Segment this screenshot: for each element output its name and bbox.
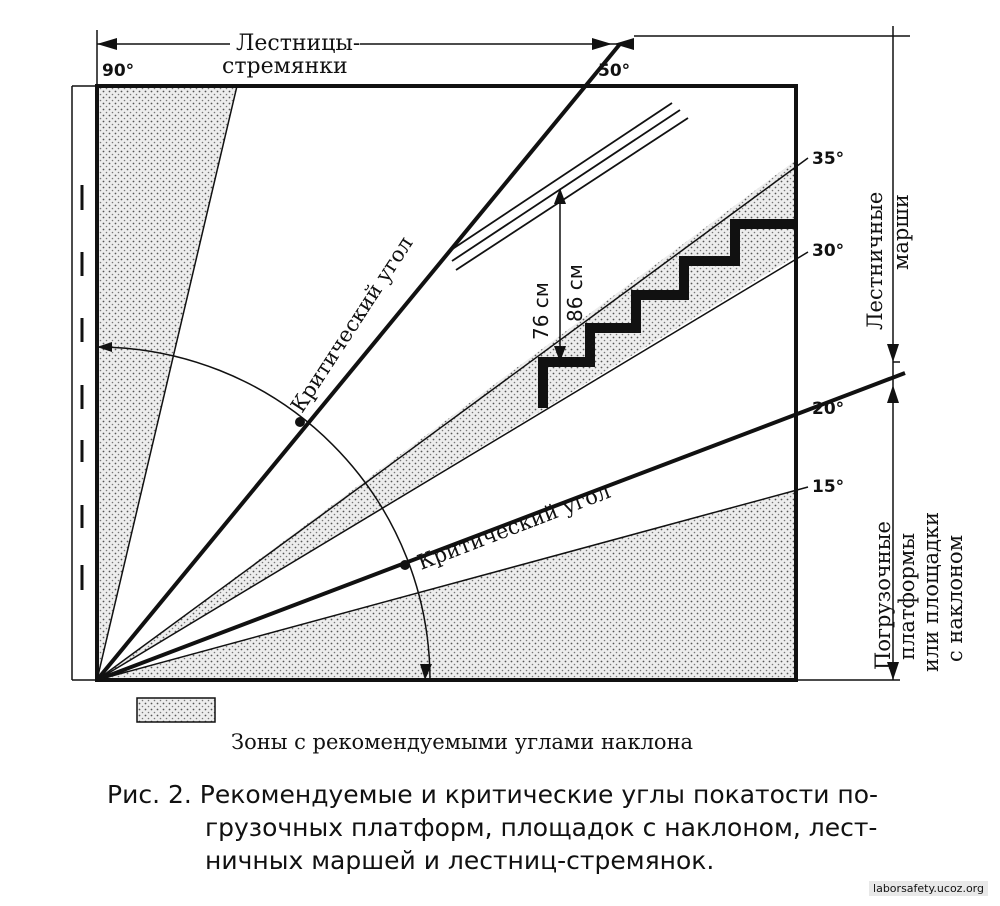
critical-angle-steep-label: Критический угол — [286, 232, 418, 417]
dim-arrow-up-icon — [554, 188, 566, 204]
ladders-label-line2: стремянки — [222, 54, 348, 79]
angle-label-35: 35° — [812, 149, 845, 169]
critical-point-steep — [295, 417, 305, 427]
angle-label-30: 30° — [812, 241, 845, 261]
right-arrow-up-icon — [887, 385, 899, 403]
angle-label-90: 90° — [102, 61, 135, 81]
legend-swatch — [137, 698, 215, 722]
dimension-86-label: 86 см — [563, 264, 587, 322]
stairs-label-line2: марши — [889, 194, 913, 270]
handrail-lines — [448, 103, 688, 270]
critical-point-shallow — [400, 560, 410, 570]
figure-caption — [107, 778, 987, 877]
caption-line3: ничных маршей и лестниц-стремянок. — [205, 846, 715, 875]
watermark: laborsafety.ucoz.org — [869, 881, 988, 896]
ladders-label-line1: Лестницы- — [236, 31, 361, 56]
caption-line1: Рис. 2. Рекомендуемые и критические углы покатости по- — [107, 780, 879, 809]
arrow-left-icon — [97, 38, 117, 50]
arrow-right-icon — [592, 38, 612, 50]
angle-label-20: 20° — [812, 399, 845, 419]
angle-label-50: 50° — [598, 61, 631, 81]
legend-text: Зоны с рекомендуемыми углами наклона — [231, 730, 694, 754]
stairs-label-line1: Лестничные — [863, 191, 887, 330]
caption-line2: грузочных платформ, площадок с наклоном, лест- — [205, 813, 878, 842]
right-arrow-down-icon — [887, 344, 899, 362]
platforms-label-line2: платформы — [895, 532, 919, 660]
dimension-76-label: 76 см — [529, 282, 553, 340]
platforms-label-line1: Погрузочные — [871, 521, 895, 670]
platforms-label-line3: или площадки — [919, 511, 943, 672]
platforms-label-line4: с наклоном — [943, 534, 967, 662]
critical-angle-shallow-label: Критический угол — [414, 478, 614, 575]
angle-label-15: 15° — [812, 477, 845, 497]
